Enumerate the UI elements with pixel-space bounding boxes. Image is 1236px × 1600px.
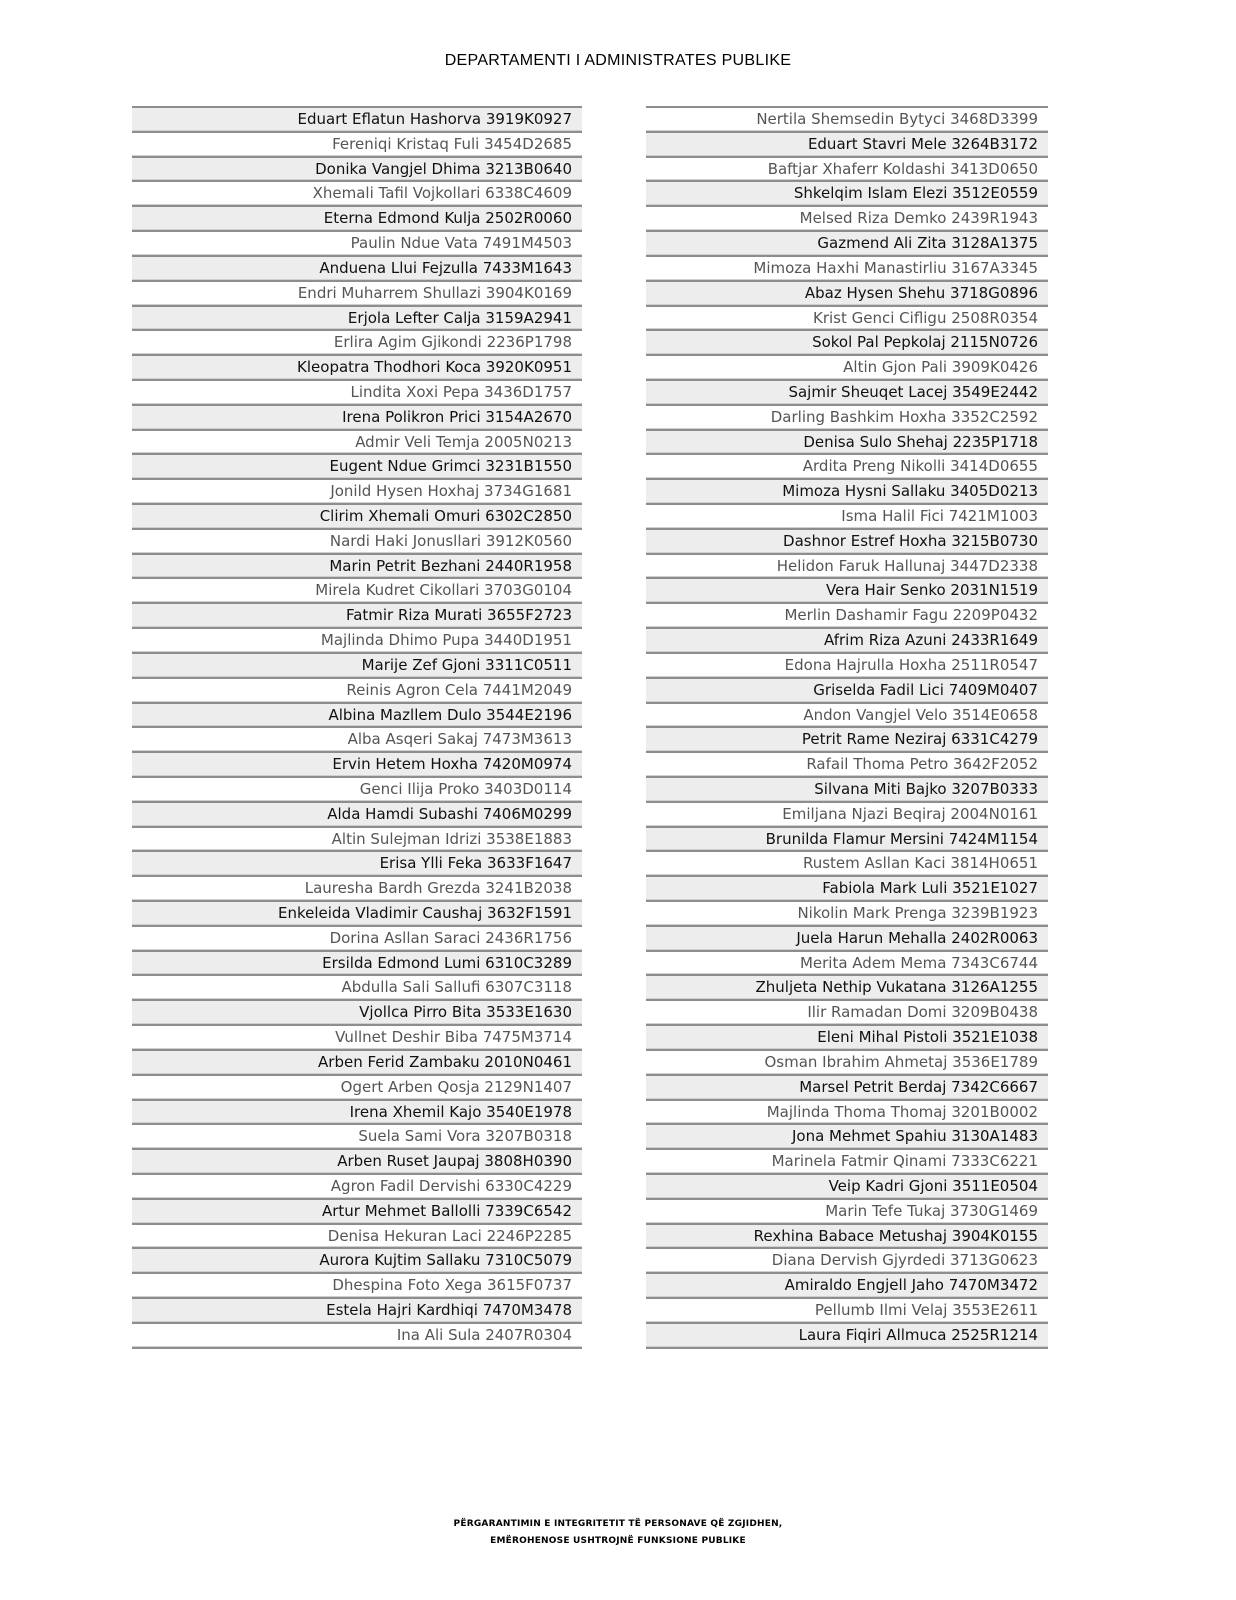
list-item: Petrit Rame Neziraj 6331C4279 [646,726,1048,751]
list-item: Majlinda Thoma Thomaj 3201B0002 [646,1099,1048,1124]
footer [0,1516,1236,1550]
list-item: Abdulla Sali Sallufi 6307C3118 [132,974,582,999]
list-item: Nertila Shemsedin Bytyci 3468D3399 [646,106,1048,131]
list-item: Eleni Mihal Pistoli 3521E1038 [646,1024,1048,1049]
list-item: Dhespina Foto Xega 3615F0737 [132,1272,582,1297]
list-item: Reinis Agron Cela 7441M2049 [132,677,582,702]
list-item: Mimoza Hysni Sallaku 3405D0213 [646,478,1048,503]
list-item: Erisa Ylli Feka 3633F1647 [132,850,582,875]
list-item: Arben Ruset Jaupaj 3808H0390 [132,1148,582,1173]
list-item: Denisa Hekuran Laci 2246P2285 [132,1223,582,1248]
list-item: Sokol Pal Pepkolaj 2115N0726 [646,329,1048,354]
list-item: Amiraldo Engjell Jaho 7470M3472 [646,1272,1048,1297]
list-item: Sajmir Sheuqet Lacej 3549E2442 [646,379,1048,404]
list-item: Vera Hair Senko 2031N1519 [646,577,1048,602]
list-item: Xhemali Tafil Vojkollari 6338C4609 [132,180,582,205]
list-item: Eduart Stavri Mele 3264B3172 [646,131,1048,156]
list-item: Alba Asqeri Sakaj 7473M3613 [132,726,582,751]
list-item: Vjollca Pirro Bita 3533E1630 [132,999,582,1024]
footer-line-1: PËRGARANTIMIN E INTEGRITETIT TË PERSONAVE QË ZGJIDHEN, [453,1519,783,1529]
list-item: Vullnet Deshir Biba 7475M3714 [132,1024,582,1049]
list-item: Ervin Hetem Hoxha 7420M0974 [132,751,582,776]
list-item: Paulin Ndue Vata 7491M4503 [132,230,582,255]
list-item: Helidon Faruk Hallunaj 3447D2338 [646,553,1048,578]
list-item: Merita Adem Mema 7343C6744 [646,950,1048,975]
list-item: Marin Tefe Tukaj 3730G1469 [646,1198,1048,1223]
footer-line-2: EMËROHENOSE USHTROJNË FUNKSIONE PUBLIKE [490,1536,746,1546]
list-item: Fereniqi Kristaq Fuli 3454D2685 [132,131,582,156]
list-item: Aurora Kujtim Sallaku 7310C5079 [132,1247,582,1272]
list-item: Rexhina Babace Metushaj 3904K0155 [646,1223,1048,1248]
list-item: Marin Petrit Bezhani 2440R1958 [132,553,582,578]
list-item: Endri Muharrem Shullazi 3904K0169 [132,280,582,305]
list-item: Pellumb Ilmi Velaj 3553E2611 [646,1297,1048,1322]
list-item: Majlinda Dhimo Pupa 3440D1951 [132,627,582,652]
list-item: Suela Sami Vora 3207B0318 [132,1123,582,1148]
list-item: Agron Fadil Dervishi 6330C4229 [132,1173,582,1198]
list-item: Donika Vangjel Dhima 3213B0640 [132,156,582,181]
list-item: Eduart Eflatun Hashorva 3919K0927 [132,106,582,131]
list-item: Ersilda Edmond Lumi 6310C3289 [132,950,582,975]
list-item: Abaz Hysen Shehu 3718G0896 [646,280,1048,305]
list-item: Griselda Fadil Lici 7409M0407 [646,677,1048,702]
list-item: Mimoza Haxhi Manastirliu 3167A3345 [646,255,1048,280]
list-item: Enkeleida Vladimir Caushaj 3632F1591 [132,900,582,925]
list-item: Anduena Llui Fejzulla 7433M1643 [132,255,582,280]
list-item: Dashnor Estref Hoxha 3215B0730 [646,528,1048,553]
list-item: Fabiola Mark Luli 3521E1027 [646,875,1048,900]
list-item: Alda Hamdi Subashi 7406M0299 [132,801,582,826]
list-item: Jonild Hysen Hoxhaj 3734G1681 [132,478,582,503]
list-item: Irena Xhemil Kajo 3540E1978 [132,1099,582,1124]
list-item: Eterna Edmond Kulja 2502R0060 [132,205,582,230]
list-item: Genci Ilija Proko 3403D0114 [132,776,582,801]
list-item: Andon Vangjel Velo 3514E0658 [646,702,1048,727]
list-item: Clirim Xhemali Omuri 6302C2850 [132,503,582,528]
list-item: Erjola Lefter Calja 3159A2941 [132,305,582,330]
list-item: Estela Hajri Kardhiqi 7470M3478 [132,1297,582,1322]
list-item: Merlin Dashamir Fagu 2209P0432 [646,602,1048,627]
list-item: Juela Harun Mehalla 2402R0063 [646,925,1048,950]
list-item: Irena Polikron Prici 3154A2670 [132,404,582,429]
list-item: Arben Ferid Zambaku 2010N0461 [132,1049,582,1074]
list-item: Shkelqim Islam Elezi 3512E0559 [646,180,1048,205]
list-item: Erlira Agim Gjikondi 2236P1798 [132,329,582,354]
list-item: Altin Gjon Pali 3909K0426 [646,354,1048,379]
list-item: Baftjar Xhaferr Koldashi 3413D0650 [646,156,1048,181]
list-item: Afrim Riza Azuni 2433R1649 [646,627,1048,652]
list-item: Diana Dervish Gjyrdedi 3713G0623 [646,1247,1048,1272]
list-item: Mirela Kudret Cikollari 3703G0104 [132,577,582,602]
list-item: Edona Hajrulla Hoxha 2511R0547 [646,652,1048,677]
list-item: Ina Ali Sula 2407R0304 [132,1322,582,1347]
list-item: Brunilda Flamur Mersini 7424M1154 [646,826,1048,851]
list-bottom-rule [646,1347,1048,1349]
list-item: Krist Genci Cifligu 2508R0354 [646,305,1048,330]
list-item: Ardita Preng Nikolli 3414D0655 [646,453,1048,478]
list-item: Osman Ibrahim Ahmetaj 3536E1789 [646,1049,1048,1074]
list-item: Veip Kadri Gjoni 3511E0504 [646,1173,1048,1198]
list-item: Fatmir Riza Murati 3655F2723 [132,602,582,627]
list-item: Zhuljeta Nethip Vukatana 3126A1255 [646,974,1048,999]
right-name-list [646,106,1048,1349]
list-item: Darling Bashkim Hoxha 3352C2592 [646,404,1048,429]
list-item: Jona Mehmet Spahiu 3130A1483 [646,1123,1048,1148]
list-item: Eugent Ndue Grimci 3231B1550 [132,453,582,478]
list-bottom-rule [132,1347,582,1349]
list-item: Lindita Xoxi Pepa 3436D1757 [132,379,582,404]
list-item: Kleopatra Thodhori Koca 3920K0951 [132,354,582,379]
list-item: Nikolin Mark Prenga 3239B1923 [646,900,1048,925]
left-name-list [132,106,582,1349]
list-item: Marsel Petrit Berdaj 7342C6667 [646,1074,1048,1099]
list-item: Emiljana Njazi Beqiraj 2004N0161 [646,801,1048,826]
list-item: Denisa Sulo Shehaj 2235P1718 [646,429,1048,454]
list-item: Ilir Ramadan Domi 3209B0438 [646,999,1048,1024]
list-item: Gazmend Ali Zita 3128A1375 [646,230,1048,255]
list-item: Marinela Fatmir Qinami 7333C6221 [646,1148,1048,1173]
list-item: Altin Sulejman Idrizi 3538E1883 [132,826,582,851]
list-item: Laura Fiqiri Allmuca 2525R1214 [646,1322,1048,1347]
list-item: Artur Mehmet Ballolli 7339C6542 [132,1198,582,1223]
list-item: Melsed Riza Demko 2439R1943 [646,205,1048,230]
list-item: Ogert Arben Qosja 2129N1407 [132,1074,582,1099]
list-item: Rafail Thoma Petro 3642F2052 [646,751,1048,776]
list-item: Marije Zef Gjoni 3311C0511 [132,652,582,677]
page-title: DEPARTAMENTI I ADMINISTRATES PUBLIKE [444,52,792,69]
list-item: Nardi Haki Jonusllari 3912K0560 [132,528,582,553]
list-item: Lauresha Bardh Grezda 3241B2038 [132,875,582,900]
list-item: Admir Veli Temja 2005N0213 [132,429,582,454]
list-item: Isma Halil Fici 7421M1003 [646,503,1048,528]
list-item: Rustem Asllan Kaci 3814H0651 [646,850,1048,875]
list-item: Silvana Miti Bajko 3207B0333 [646,776,1048,801]
list-item: Albina Mazllem Dulo 3544E2196 [132,702,582,727]
list-item: Dorina Asllan Saraci 2436R1756 [132,925,582,950]
